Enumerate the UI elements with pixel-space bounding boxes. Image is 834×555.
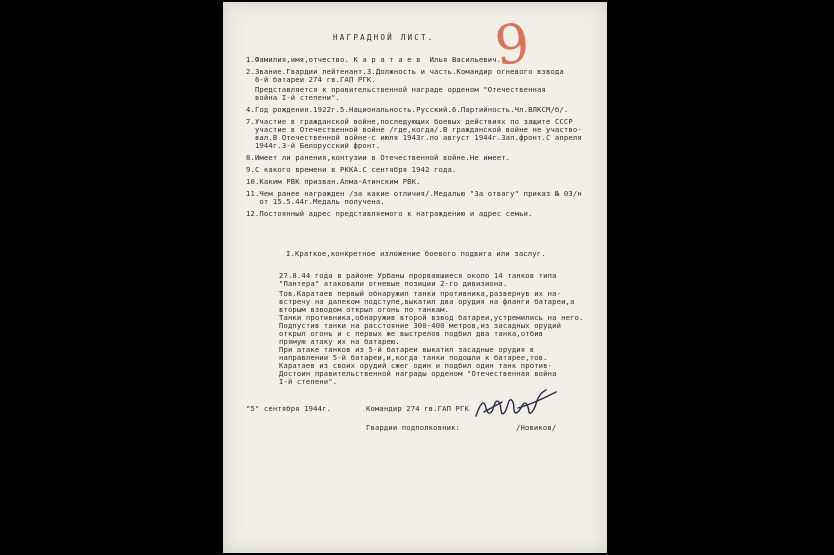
field-line-13: 10.Каким РВК призван.Алма-Атинским РВК. bbox=[246, 177, 421, 186]
field-line-3: 6-й батареи 274 гв.ГАП РГК. bbox=[246, 75, 376, 84]
document-date: "5" сентября 1944г. bbox=[246, 404, 332, 413]
field-line-12: 9.С какого времени в РККА.С сентября 1942 года. bbox=[246, 165, 457, 174]
field-line-5: война I-й степени". bbox=[246, 93, 341, 102]
narrative-line: 27.8.44 года в районе Урбаны прорвавшиеся около 14 танков типа bbox=[279, 271, 557, 280]
field-line-1: 1.Фамилия,имя,отчество. К а р а т а е в Илья Васильевич. bbox=[246, 55, 502, 64]
red-handwritten-number: 9 bbox=[491, 11, 533, 78]
commander-rank: Гвардии подполковник: bbox=[366, 423, 461, 432]
field-line-6: 4.Год рождения.1922г.5.Национальность.Русский.6.Партийность.Чл.ВЛКСМ/б/. bbox=[246, 105, 569, 114]
narrative-line: При атаке танков из 5-й батареи выкатил засадные орудия в bbox=[279, 345, 535, 354]
narrative-line: Подпустив танки на расстояние 300-400 метров,из засадных орудий bbox=[279, 321, 562, 330]
commander-title: Командир 274 гв.ГАП РГК bbox=[366, 404, 469, 413]
narrative-line: прямую атаку их на батарею. bbox=[279, 337, 400, 346]
narrative-line: I-й степени". bbox=[279, 377, 338, 386]
narrative-line: вторым взводом открыл огонь по танкам. bbox=[279, 305, 450, 314]
narrative-line: встречу на далеком подступе,выкатил два орудия на фланги батареи,а bbox=[279, 297, 575, 306]
narrative-line: Достоин правительственной награды орденом "Отечественная война bbox=[279, 369, 557, 378]
field-line-10: 1944г.3-й Белорусский фронт. bbox=[246, 141, 381, 150]
field-line-9: вал.В Отечественной войне-с июля 1943г.по август 1944г.Зап.фронт.С апреля bbox=[246, 133, 582, 142]
narrative-line: "Пантера" атаковали огневые позиции 2-го дивизиона. bbox=[279, 279, 508, 288]
narrative-line: Танки противника,обнаружив второй взвод батареи,устремились на него. bbox=[279, 313, 584, 322]
document-title: НАГРАДНОЙ ЛИСТ. bbox=[333, 33, 435, 42]
field-line-2: 2.Звание.Гвардии лейтенант.3.Должность и часть.Командир огневого взвода bbox=[246, 67, 564, 76]
field-line-11: 8.Имеет ли ранения,контузии в Отечественной войне.Не имеет. bbox=[246, 153, 511, 162]
handwritten-signature bbox=[472, 386, 562, 426]
field-line-7: 7.Участие в гражданской войне,последующих боевых действиях по защите СССР bbox=[246, 117, 573, 126]
field-line-16: 12.Постоянный адрес представляемого к награждению и адрес семьи. bbox=[246, 209, 533, 218]
narrative-line: Каратаев из своих орудий сжег один и подбил один танк против- bbox=[279, 361, 553, 370]
commander-name: /Новиков/ bbox=[516, 423, 557, 432]
field-line-4: Представляется к правительственной награде орденом "Отечественная bbox=[246, 85, 546, 94]
narrative-line: направлении 5-й батареи,и,когда танки подошли к батарее,тов. bbox=[279, 353, 548, 362]
narrative-line: Тов.Каратаев первый обнаружил танки противника,развернув их на- bbox=[279, 289, 562, 298]
section-title: I.Краткое,конкретное изложение боевого подвига или заслуг. bbox=[286, 249, 546, 258]
field-line-15: от 15.5.44г.Медаль получена. bbox=[246, 197, 385, 206]
field-line-14: 11.Чем ранее награжден /за какие отличия/.Медалью "За отвагу" приказ № 03/н bbox=[246, 189, 582, 198]
narrative-line: открыл огонь и с первых же выстрелов подбил два танка,отбив bbox=[279, 329, 544, 338]
field-line-8: участие в Отечественной войне /где,когда/.В гражданской войне не участво- bbox=[246, 125, 582, 134]
